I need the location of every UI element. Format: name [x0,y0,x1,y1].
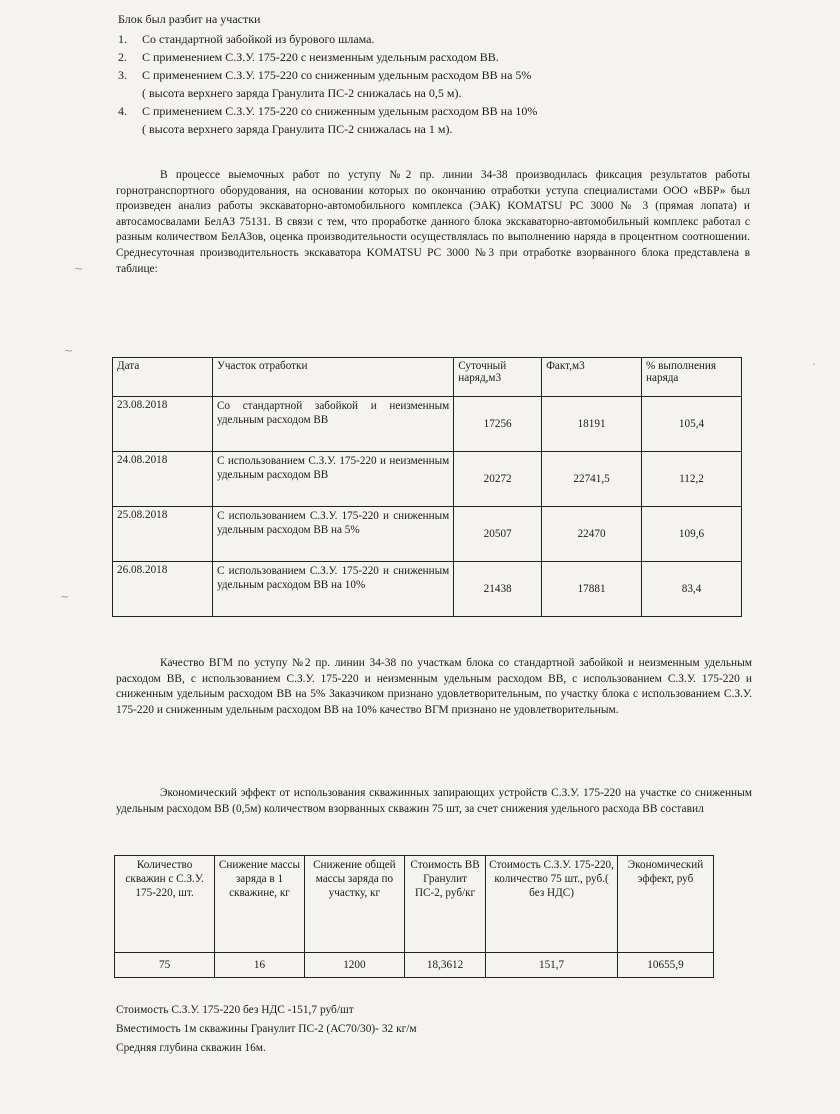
cell-area: Со стандартной забойкой и неизменным удельным расходом ВВ [212,397,453,452]
cell-plan: 20272 [454,452,542,507]
cell-date: 25.08.2018 [113,507,213,562]
cell-area: С использованием С.З.У. 175-220 и неизменным удельным расходом ВВ [212,452,453,507]
cell-area: С использованием С.З.У. 175-220 и сниженным удельным расходом ВВ на 5% [212,507,453,562]
scan-mark: ~ [60,590,70,603]
cell-fact: 22470 [542,507,642,562]
paragraph-excavation-text: В процессе выемочных работ по уступу №2 пр. линии 34-38 производилась фиксация результатов работы горнотранспортного оборудования, на основании которых по окончанию отработки уступа специалистами ООО «ВБР» был произведен анализ работы экскаваторно-автомобильного комплекса (ЭАК) KOMATSU PC 3000 № 3 (прямая лопата) и автосамосвалами БелАЗ 75131. В связи с тем, что проработке данного блока экскаваторно-автомобильный комплекс работал с разным количеством БелАЗов, оценка производительности осуществлялась по выполнению наряда в процентном соотношении. Среднесуточная производительность экскаватора KOMATSU PC 3000 №3 при отработке взорванного блока представлена в таблице: [116,169,750,275]
cell-charge-reduction: 16 [215,953,305,978]
paragraph-quality-text: Качество ВГМ по уступу №2 пр. линии 34-38 по участкам блока со стандартной забойкой и неизменным удельным расходом ВВ, с использованием С.З.У. 175-220 и неизменным удельным расходом ВВ, с использованием С.З.У. 175-220 и сниженным удельным расходом ВВ на 5% Заказчиком признано удовлетворительным, по участку блока с использованием С.З.У. 175-220 и сниженным удельным расходом ВВ на 10% качество ВГМ признано не удовлетворительным. [116,657,752,716]
col-header-fact: Факт,м3 [542,358,642,397]
table-row [113,397,742,452]
paragraph-economy [116,786,752,817]
col-header-percent: % выполнения наряда [642,358,742,397]
cell-percent: 109,6 [642,507,742,562]
list-item-text: С применением С.З.У. 175-220 со сниженным удельным расходом ВВ на 10% [142,104,538,118]
table-row [113,562,742,617]
table-header-row [115,856,714,953]
list-item-number: 4. [118,104,127,118]
cell-explosive-price: 18,3612 [404,953,485,978]
scan-mark: · [812,358,816,371]
col-header-total-reduction: Снижение общей массы заряда по участку, кг [304,856,404,953]
list-item-text: С применением С.З.У. 175-220 с неизменным удельным расходом ВВ. [142,50,499,64]
list-item [118,102,758,138]
col-header-explosive-price: Стоимость ВВ Гранулит ПС-2, руб/кг [404,856,485,953]
col-header-wells: Количество скважин с С.З.У. 175-220, шт. [115,856,215,953]
footer-line-depth: Средняя глубина скважин 16м. [116,1042,266,1054]
list-item-text: Со стандартной забойкой из бурового шлама. [142,32,375,46]
list-item-number: 1. [118,32,127,46]
cell-plan: 17256 [454,397,542,452]
list-item [118,48,758,66]
intro-title: Блок был разбит на участки [118,12,261,26]
cell-area: С использованием С.З.У. 175-220 и сниженным удельным расходом ВВ на 10% [212,562,453,617]
cell-device-cost: 151,7 [486,953,618,978]
footer-notes [116,1001,417,1058]
footer-line-capacity: Вместимость 1м скважины Гранулит ПС-2 (АС70/30)- 32 кг/м [116,1023,417,1035]
cell-economic-effect: 10655,9 [617,953,713,978]
col-header-economic-effect: Экономический эффект, руб [617,856,713,953]
list-item-subtext: ( высота верхнего заряда Гранулита ПС-2 снижалась на 1 м). [142,122,453,136]
cell-percent: 105,4 [642,397,742,452]
col-header-plan: Суточный наряд,м3 [454,358,542,397]
paragraph-economy-text: Экономический эффект от использования скважинных запирающих устройств С.З.У. 175-220 на участке со сниженным удельным расходом ВВ (0,5м) количеством взорванных скважин 75 шт, за счет снижения удельного расхода ВВ составил [116,787,752,815]
footer-line-cost: Стоимость С.З.У. 175-220 без НДС -151,7 руб/шт [116,1004,354,1016]
table-row [115,953,714,978]
paragraph-quality [116,656,752,718]
cell-plan: 20507 [454,507,542,562]
cell-percent: 83,4 [642,562,742,617]
list-item-number: 3. [118,68,127,82]
list-item [118,30,758,48]
table-row [113,452,742,507]
table-header-row [113,358,742,397]
scan-mark: ~ [74,262,84,275]
cell-percent: 112,2 [642,452,742,507]
cell-date: 23.08.2018 [113,397,213,452]
cell-wells: 75 [115,953,215,978]
list-item [118,66,758,102]
productivity-table [112,357,742,617]
cell-date: 24.08.2018 [113,452,213,507]
cell-fact: 17881 [542,562,642,617]
list-item-text: С применением С.З.У. 175-220 со сниженным удельным расходом ВВ на 5% [142,68,532,82]
intro-list [118,30,758,138]
table-row [113,507,742,562]
economic-effect-table [114,855,714,978]
cell-total-reduction: 1200 [304,953,404,978]
cell-plan: 21438 [454,562,542,617]
list-item-number: 2. [118,50,127,64]
col-header-area: Участок отработки [212,358,453,397]
col-header-charge-reduction: Снижение массы заряда в 1 скважине, кг [215,856,305,953]
cell-date: 26.08.2018 [113,562,213,617]
paragraph-excavation [116,168,750,277]
list-item-subtext: ( высота верхнего заряда Гранулита ПС-2 снижалась на 0,5 м). [142,86,462,100]
scan-mark: ~ [64,344,74,357]
cell-fact: 22741,5 [542,452,642,507]
col-header-device-cost: Стоимость С.З.У. 175-220, количество 75 шт., руб.( без НДС) [486,856,618,953]
col-header-date: Дата [113,358,213,397]
cell-fact: 18191 [542,397,642,452]
